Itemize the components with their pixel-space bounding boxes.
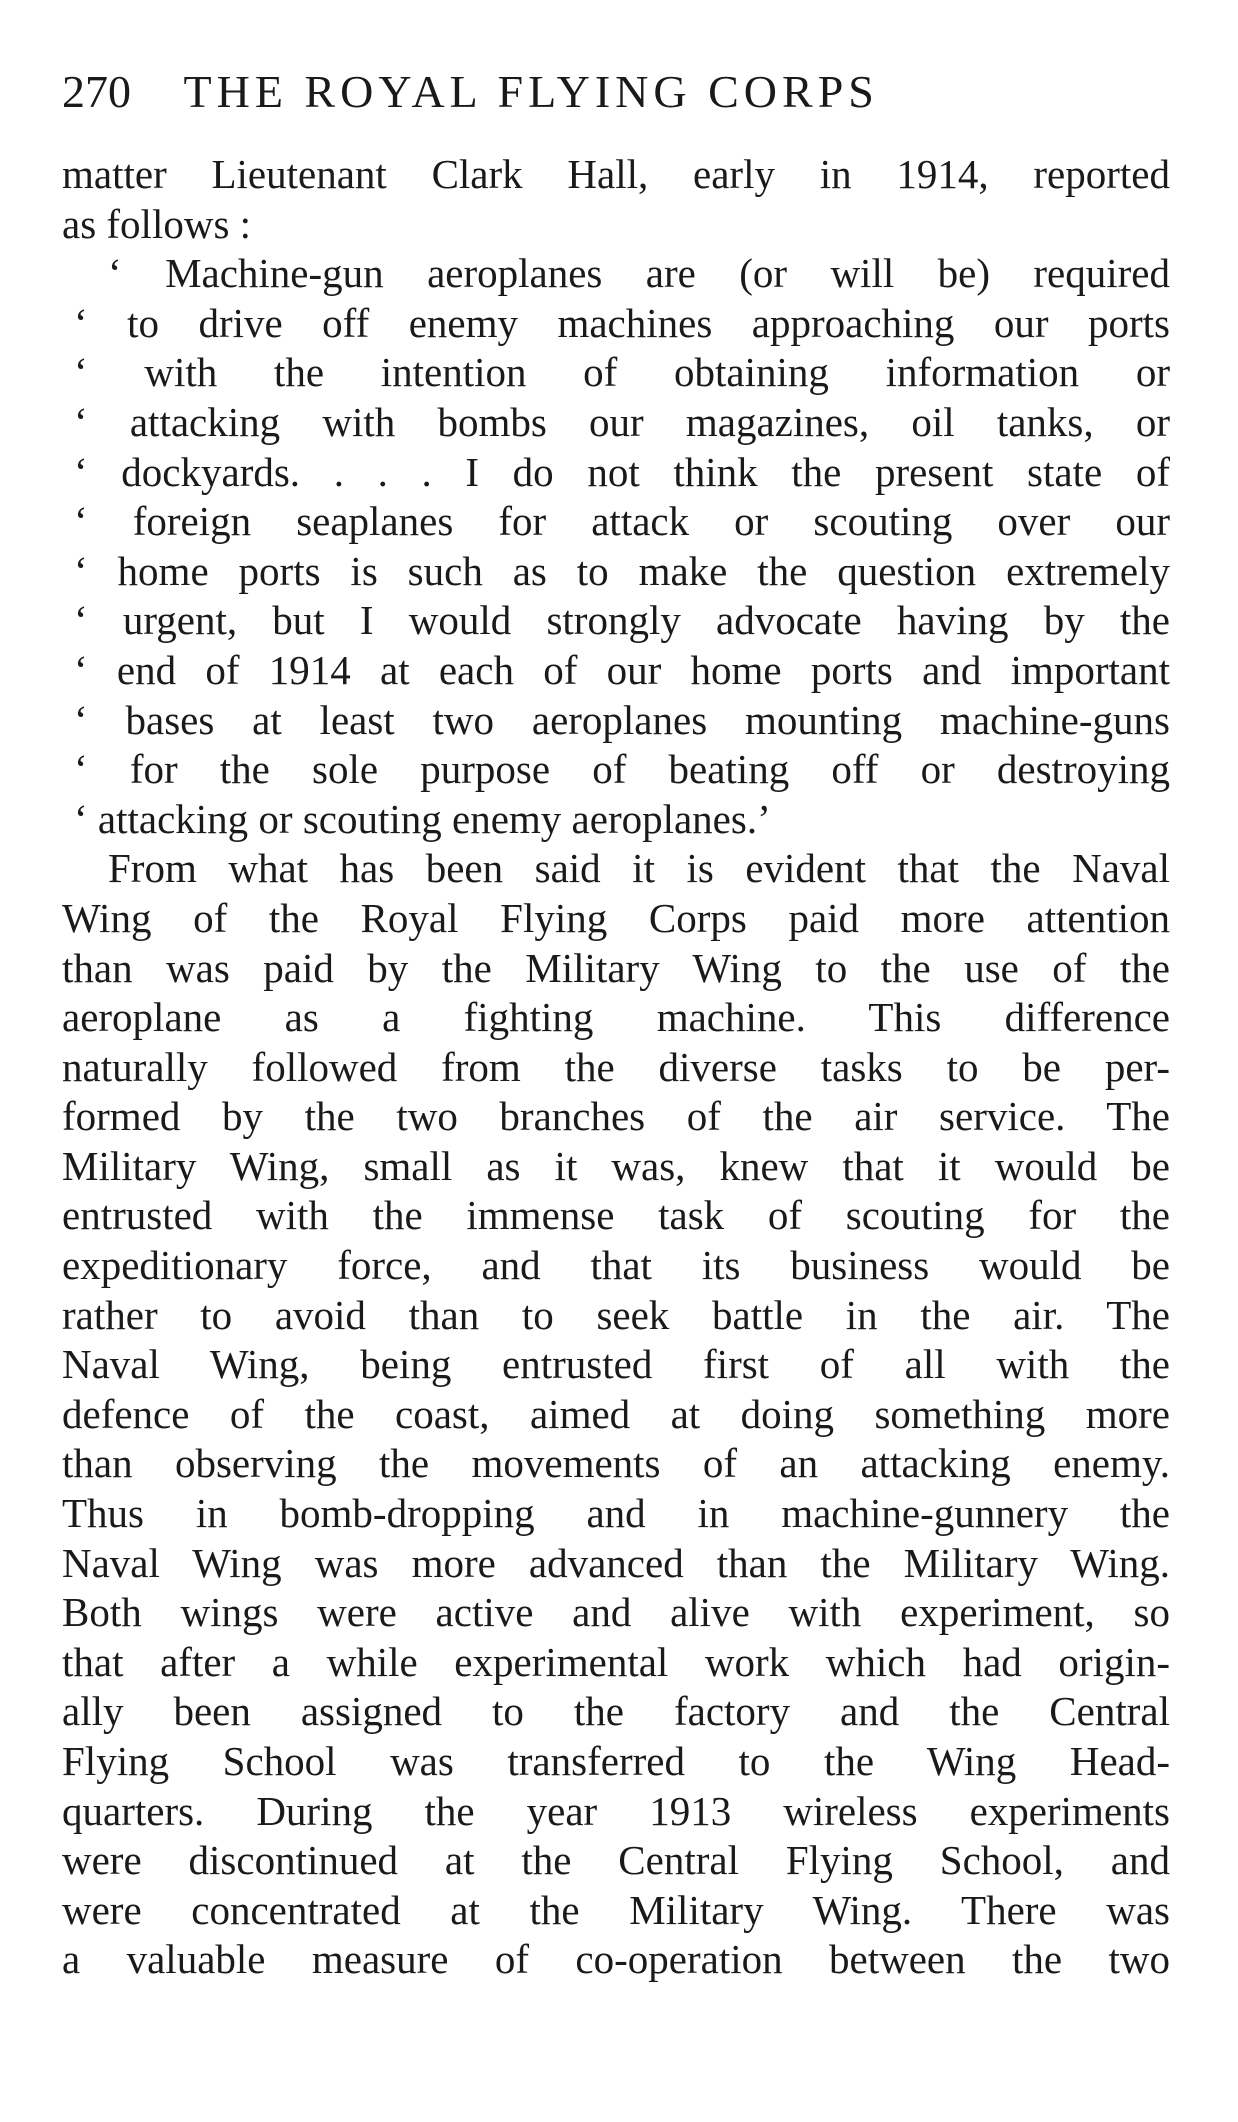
quote-line: ‘ dockyards. . . . I do not think the present state of (74, 448, 1170, 495)
text-line: a valuable measure of co-operation between the two (62, 1936, 1170, 1983)
text-line: aeroplane as a fighting machine. This difference (62, 994, 1170, 1041)
text-line: that after a while experimental work which had origin- (62, 1638, 1170, 1685)
text-line: formed by the two branches of the air service. The (62, 1093, 1170, 1140)
text-line: entrusted with the immense task of scouting for the (62, 1192, 1170, 1239)
running-title: THE ROYAL FLYING CORPS (183, 66, 879, 117)
text-line: From what has been said it is evident that the Naval (108, 845, 1170, 892)
text-line: Flying School was transferred to the Wing Head- (62, 1738, 1170, 1784)
text-line: naturally followed from the diverse tasks to be per- (62, 1043, 1170, 1090)
text-line: than observing the movements of an attacking enemy. (62, 1440, 1170, 1487)
quote-line: ‘ home ports is such as to make the question extremely (74, 547, 1170, 594)
text-line: ally been assigned to the factory and the Central (62, 1688, 1170, 1735)
quote-line: ‘ end of 1914 at each of our home ports and important (74, 646, 1170, 693)
quote-line: ‘ Machine-gun aeroplanes are (or will be) required (108, 250, 1170, 297)
text-line: matter Lieutenant Clark Hall, early in 1914, reported (62, 151, 1170, 197)
body-text (62, 150, 1170, 1985)
text-line: were discontinued at the Central Flying School, and (62, 1837, 1170, 1884)
quote-line: ‘ attacking with bombs our magazines, oil tanks, or (74, 398, 1170, 445)
text-line: than was paid by the Military Wing to the use of the (62, 944, 1170, 991)
quote-line: ‘ attacking or scouting enemy aeroplanes.’ (74, 795, 771, 842)
text-line: Naval Wing was more advanced than the Military Wing. (62, 1539, 1170, 1586)
text-line: Thus in bomb-dropping and in machine-gunnery the (62, 1490, 1170, 1537)
text-line: were concentrated at the Military Wing. There was (62, 1886, 1170, 1933)
quote-line: ‘ foreign seaplanes for attack or scouting over our (74, 498, 1170, 545)
text-line: quarters. During the year 1913 wireless experiments (62, 1787, 1170, 1834)
text-line: rather to avoid than to seek battle in the air. The (62, 1291, 1170, 1338)
text-line: Naval Wing, being entrusted first of all with the (62, 1341, 1170, 1388)
running-head (62, 62, 1142, 122)
text-line: as follows : (62, 200, 252, 247)
quote-line: ‘ with the intention of obtaining information or (74, 349, 1170, 396)
text-line: Military Wing, small as it was, knew that it would be (62, 1142, 1170, 1189)
quote-line: ‘ to drive off enemy machines approaching our ports (74, 299, 1170, 346)
text-line: Both wings were active and alive with experiment, so (62, 1589, 1170, 1636)
text-line: defence of the coast, aimed at doing something more (62, 1390, 1170, 1437)
quote-line: ‘ urgent, but I would strongly advocate having by the (74, 597, 1170, 644)
text-line: Wing of the Royal Flying Corps paid more attention (62, 894, 1170, 941)
quote-line: ‘ for the sole purpose of beating off or destroying (74, 746, 1170, 793)
page-number: 270 (62, 66, 131, 117)
quote-line: ‘ bases at least two aeroplanes mounting machine-guns (74, 696, 1170, 743)
text-line: expeditionary force, and that its business would be (62, 1242, 1170, 1289)
